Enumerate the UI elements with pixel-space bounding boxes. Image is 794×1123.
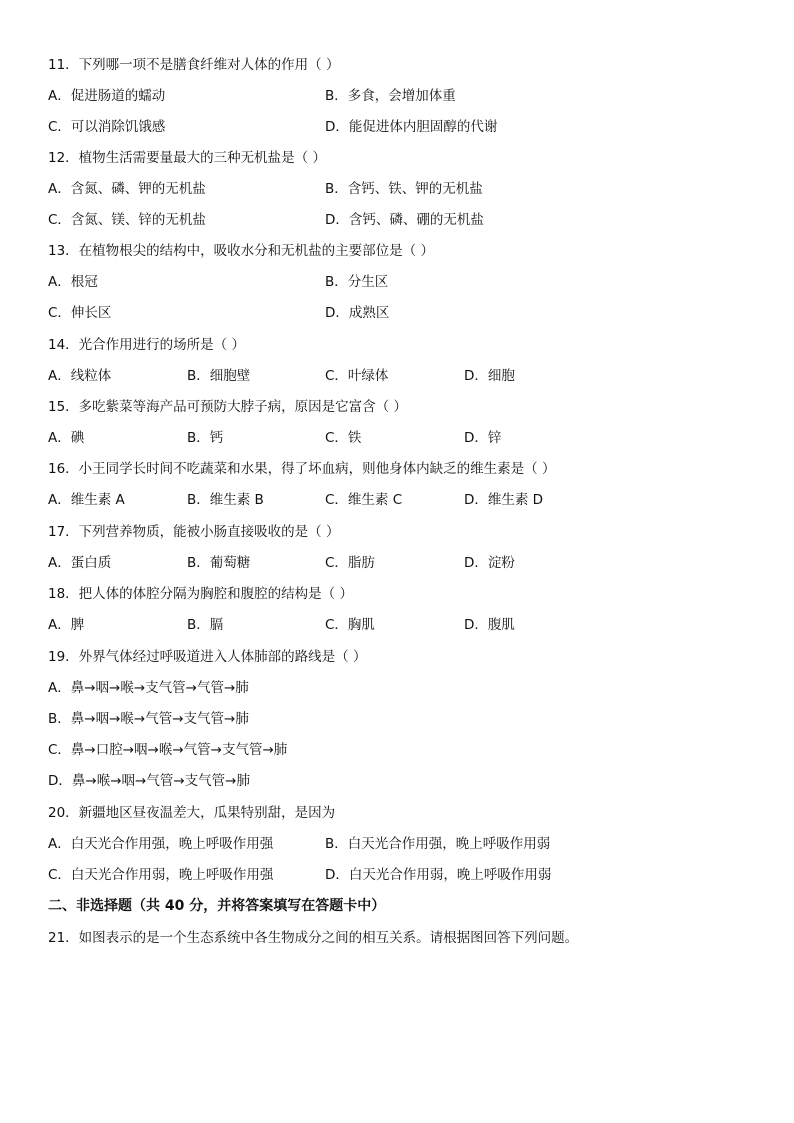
question-12-stem: 12．植物生活需要量最大的三种无机盐是（ ） <box>48 150 326 166</box>
question-11-option-c: C．可以消除饥饿感 <box>48 119 166 135</box>
question-11-option-a: A．促进肠道的蠕动 <box>48 88 166 104</box>
question-12-option-a: A．含氮、磷、钾的无机盐 <box>48 181 206 197</box>
question-14-option-d: D．细胞 <box>464 368 515 384</box>
question-15-stem: 15．多吃紫菜等海产品可预防大脖子病，原因是它富含（ ） <box>48 399 407 415</box>
question-21-stem: 21．如图表示的是一个生态系统中各生物成分之间的相互关系。请根据图回答下列问题。 <box>48 930 579 946</box>
question-16-option-b: B．维生素 B <box>187 492 264 508</box>
question-20-option-d: D．白天光合作用弱，晚上呼吸作用弱 <box>325 867 552 883</box>
question-17-option-b: B．葡萄糖 <box>187 555 251 571</box>
question-17-stem: 17．下列营养物质，能被小肠直接吸收的是（ ） <box>48 524 340 540</box>
question-18-option-a: A．脾 <box>48 617 85 633</box>
question-14-option-b: B．细胞壁 <box>187 368 251 384</box>
question-17-option-c: C．脂肪 <box>325 555 375 571</box>
question-18-option-c: C．胸肌 <box>325 617 375 633</box>
question-15-option-c: C．铁 <box>325 430 362 446</box>
question-13-stem: 13．在植物根尖的结构中，吸收水分和无机盐的主要部位是（ ） <box>48 243 434 259</box>
question-19-option-b: B．鼻→咽→喉→气管→支气管→肺 <box>48 711 249 727</box>
question-11-option-d: D．能促进体内胆固醇的代谢 <box>325 119 498 135</box>
question-17-option-d: D．淀粉 <box>464 555 515 571</box>
question-20-option-a: A．白天光合作用强，晚上呼吸作用强 <box>48 836 274 852</box>
question-20-option-c: C．白天光合作用弱，晚上呼吸作用强 <box>48 867 274 883</box>
question-12-option-d: D．含钙、磷、硼的无机盐 <box>325 212 484 228</box>
question-16-option-a: A．维生素 A <box>48 492 125 508</box>
question-14-option-c: C．叶绿体 <box>325 368 389 384</box>
question-14-stem: 14．光合作用进行的场所是（ ） <box>48 337 245 353</box>
question-14-option-a: A．线粒体 <box>48 368 112 384</box>
question-13-option-c: C．伸长区 <box>48 305 112 321</box>
question-13-option-a: A．根冠 <box>48 274 98 290</box>
question-16-option-c: C．维生素 C <box>325 492 403 508</box>
section-2-title: 二、非选择题（共 40 分，并将答案填写在答题卡中） <box>48 898 386 914</box>
question-16-option-d: D．维生素 D <box>464 492 544 508</box>
question-15-option-b: B．钙 <box>187 430 224 446</box>
question-19-option-a: A．鼻→咽→喉→支气管→气管→肺 <box>48 680 249 696</box>
question-11-option-b: B．多食，会增加体重 <box>325 88 456 104</box>
question-12-option-c: C．含氮、镁、锌的无机盐 <box>48 212 206 228</box>
question-18-option-d: D．腹肌 <box>464 617 515 633</box>
question-18-option-b: B．膈 <box>187 617 224 633</box>
question-19-option-c: C．鼻→口腔→咽→喉→气管→支气管→肺 <box>48 742 288 758</box>
question-13-option-d: D．成熟区 <box>325 305 390 321</box>
question-15-option-a: A．碘 <box>48 430 85 446</box>
question-11-stem: 11．下列哪一项不是膳食纤维对人体的作用（ ） <box>48 57 340 73</box>
question-13-option-b: B．分生区 <box>325 274 389 290</box>
question-19-stem: 19．外界气体经过呼吸道进入人体肺部的路线是（ ） <box>48 649 367 665</box>
question-15-option-d: D．锌 <box>464 430 502 446</box>
question-18-stem: 18．把人体的体腔分隔为胸腔和腹腔的结构是（ ） <box>48 586 353 602</box>
question-17-option-a: A．蛋白质 <box>48 555 112 571</box>
question-16-stem: 16．小王同学长时间不吃蔬菜和水果，得了坏血病，则他身体内缺乏的维生素是（ ） <box>48 461 556 477</box>
question-12-option-b: B．含钙、铁、钾的无机盐 <box>325 181 483 197</box>
question-19-option-d: D．鼻→喉→咽→气管→支气管→肺 <box>48 773 250 789</box>
question-20-stem: 20．新疆地区昼夜温差大，瓜果特别甜，是因为 <box>48 805 336 821</box>
question-20-option-b: B．白天光合作用强，晚上呼吸作用弱 <box>325 836 551 852</box>
